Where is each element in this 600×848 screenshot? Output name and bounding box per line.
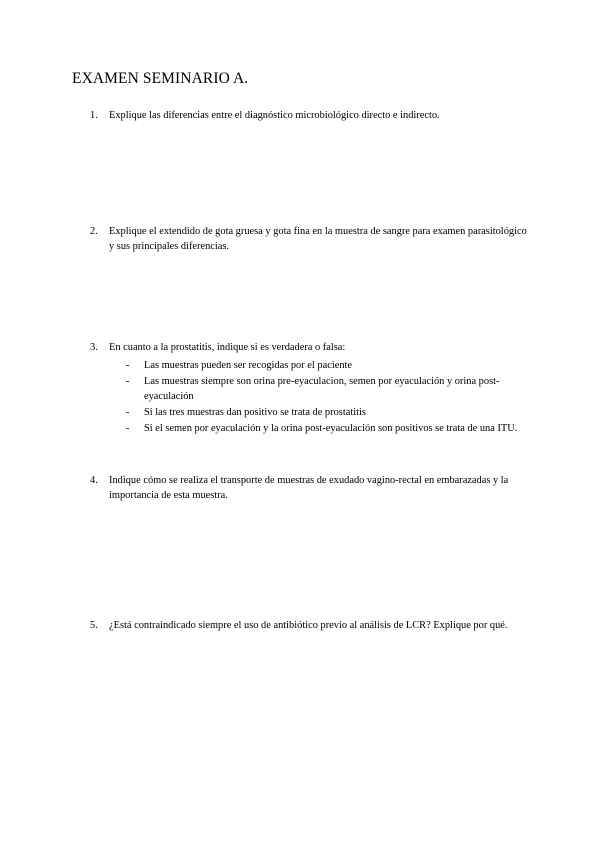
question-1 (90, 108, 530, 123)
question-3 (90, 340, 530, 437)
list-item-text: Las muestras siempre son orina pre-eyaculacion, semen por eyaculación y orina post-eyaculación (144, 376, 500, 402)
dash-bullet: - (126, 376, 130, 387)
question-text: En cuanto a la prostatitis, indique si es verdadera o falsa: (109, 342, 346, 353)
question-text: Explique el extendido de gota gruesa y gota fina en la muestra de sangre para examen parasitológico y sus principales diferencias. (109, 226, 527, 252)
true-false-list (90, 358, 530, 436)
question-number: 5. (90, 620, 98, 631)
question-number: 3. (90, 342, 98, 353)
list-item-text: Si las tres muestras dan positivo se trata de prostatitis (144, 407, 366, 418)
question-4 (90, 473, 530, 503)
exam-title: EXAMEN SEMINARIO A. (72, 70, 249, 87)
question-2 (90, 224, 530, 254)
question-number: 4. (90, 475, 98, 486)
question-text: Explique las diferencias entre el diagnóstico microbiológico directo e indirecto. (109, 110, 440, 121)
list-item (126, 358, 530, 373)
question-5 (90, 618, 530, 633)
list-item-text: Si el semen por eyaculación y la orina post-eyaculación son positivos se trata de una ITU. (144, 423, 518, 434)
dash-bullet: - (126, 360, 130, 371)
list-item-text: Las muestras pueden ser recogidas por el paciente (144, 360, 353, 371)
list-item (126, 374, 530, 404)
question-number: 2. (90, 226, 98, 237)
dash-bullet: - (126, 407, 130, 418)
list-item (126, 405, 530, 420)
question-number: 1. (90, 110, 98, 121)
dash-bullet: - (126, 423, 130, 434)
list-item (126, 421, 530, 436)
question-text: Indique cómo se realiza el transporte de muestras de exudado vagino-rectal en embarazadas y la importancia de esta muestra. (109, 475, 509, 501)
question-text: ¿Está contraindicado siempre el uso de antibiótico previo al análisis de LCR? Explique por qué. (109, 620, 508, 631)
